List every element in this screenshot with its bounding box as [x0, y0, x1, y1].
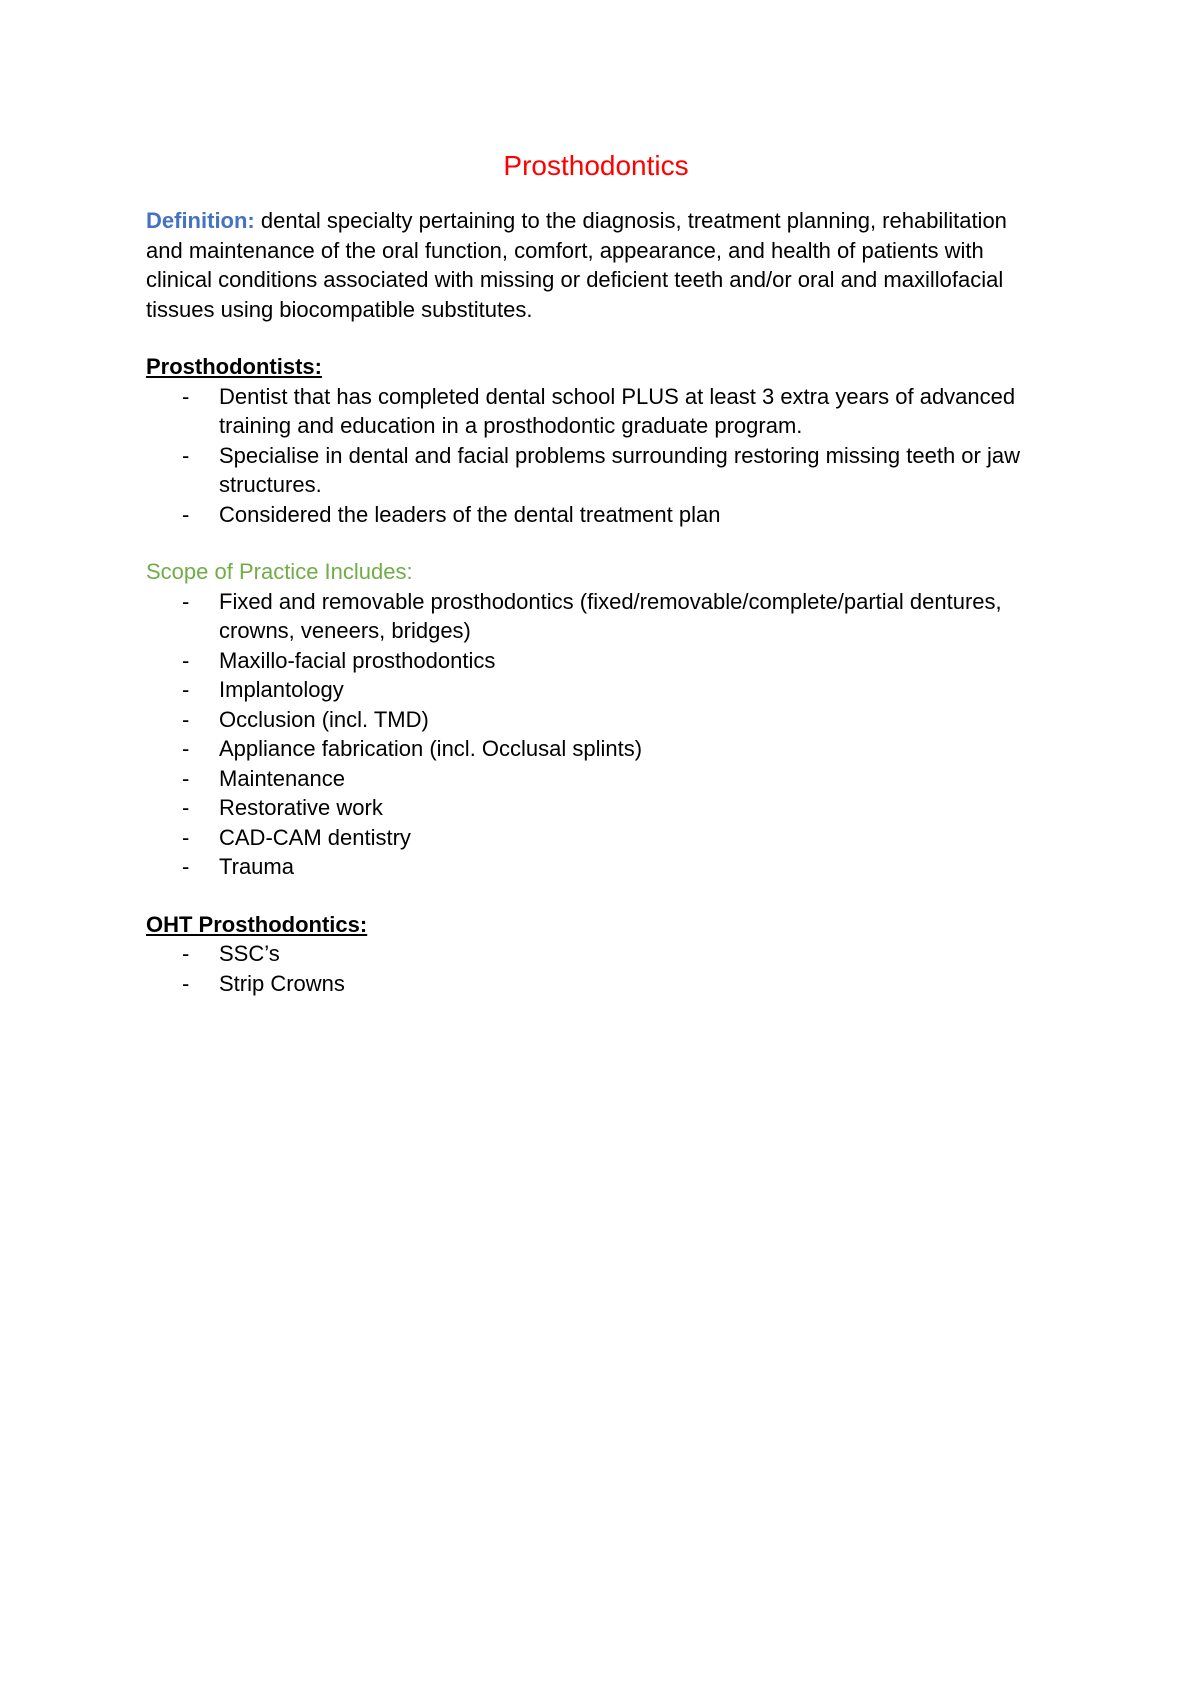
scope-heading: Scope of Practice Includes: [146, 559, 413, 584]
list-item [146, 734, 1046, 764]
prosthodontists-list [146, 382, 1046, 530]
list-item [146, 793, 1046, 823]
dash-bullet: - [182, 383, 190, 409]
list-item [146, 852, 1046, 882]
document-content [146, 148, 1046, 1026]
list-item-text: Appliance fabrication (incl. Occlusal splints) [219, 736, 643, 761]
dash-bullet: - [182, 795, 190, 820]
scope-list [146, 587, 1046, 882]
list-item [146, 675, 1046, 705]
list-item-text: Dentist that has completed dental school PLUS at least 3 extra years of advanced training and education in a prosthodontic graduate program. [219, 383, 1016, 438]
list-item [146, 587, 1046, 646]
dash-bullet: - [182, 941, 190, 966]
list-item-text: Maxillo-facial prosthodontics [219, 647, 496, 673]
list-item [146, 939, 1046, 969]
document-title: Prosthodontics [503, 150, 689, 181]
list-item-text: Strip Crowns [219, 970, 345, 996]
list-item-text: Restorative work [219, 795, 383, 820]
dash-bullet: - [182, 588, 190, 614]
oht-list [146, 939, 1046, 998]
definition-label: Definition: [146, 208, 255, 233]
dash-bullet: - [182, 765, 190, 791]
dash-bullet: - [182, 854, 190, 879]
prosthodontists-heading: Prosthodontists: [146, 354, 322, 379]
dash-bullet: - [182, 970, 190, 996]
list-item [146, 500, 1046, 530]
list-item [146, 705, 1046, 735]
dash-bullet: - [182, 677, 190, 702]
list-item [146, 823, 1046, 853]
dash-bullet: - [182, 736, 190, 761]
list-item-text: Fixed and removable prosthodontics (fixed/removable/complete/partial dentures, crowns, veneers, bridges) [219, 588, 1002, 643]
dash-bullet: - [182, 706, 190, 732]
list-item-text: Implantology [219, 677, 344, 702]
definition-paragraph [146, 206, 1046, 324]
list-item-text: Trauma [219, 854, 294, 879]
dash-bullet: - [182, 824, 190, 850]
oht-heading: OHT Prosthodontics: [146, 911, 368, 937]
dash-bullet: - [182, 442, 190, 468]
list-item [146, 764, 1046, 794]
list-item [146, 382, 1046, 441]
list-item-text: CAD-CAM dentistry [219, 824, 411, 850]
list-item [146, 646, 1046, 676]
list-item-text: Considered the leaders of the dental treatment plan [219, 501, 721, 527]
list-item-text: Occlusion (incl. TMD) [219, 706, 429, 732]
list-item-text: Specialise in dental and facial problems surrounding restoring missing teeth or jaw structures. [219, 442, 1020, 497]
dash-bullet: - [182, 501, 190, 527]
list-item [146, 441, 1046, 500]
list-item-text: SSC’s [219, 941, 280, 966]
definition-text: dental specialty pertaining to the diagnosis, treatment planning, rehabilitation and maintenance of the oral function, comfort, appearance, and health of patients with clinical conditions associated with missing or deficient teeth and/or oral and maxillofacial tissues using biocompatible substitutes. [146, 208, 1007, 322]
list-item-text: Maintenance [219, 765, 345, 791]
list-item [146, 969, 1046, 999]
dash-bullet: - [182, 647, 190, 673]
